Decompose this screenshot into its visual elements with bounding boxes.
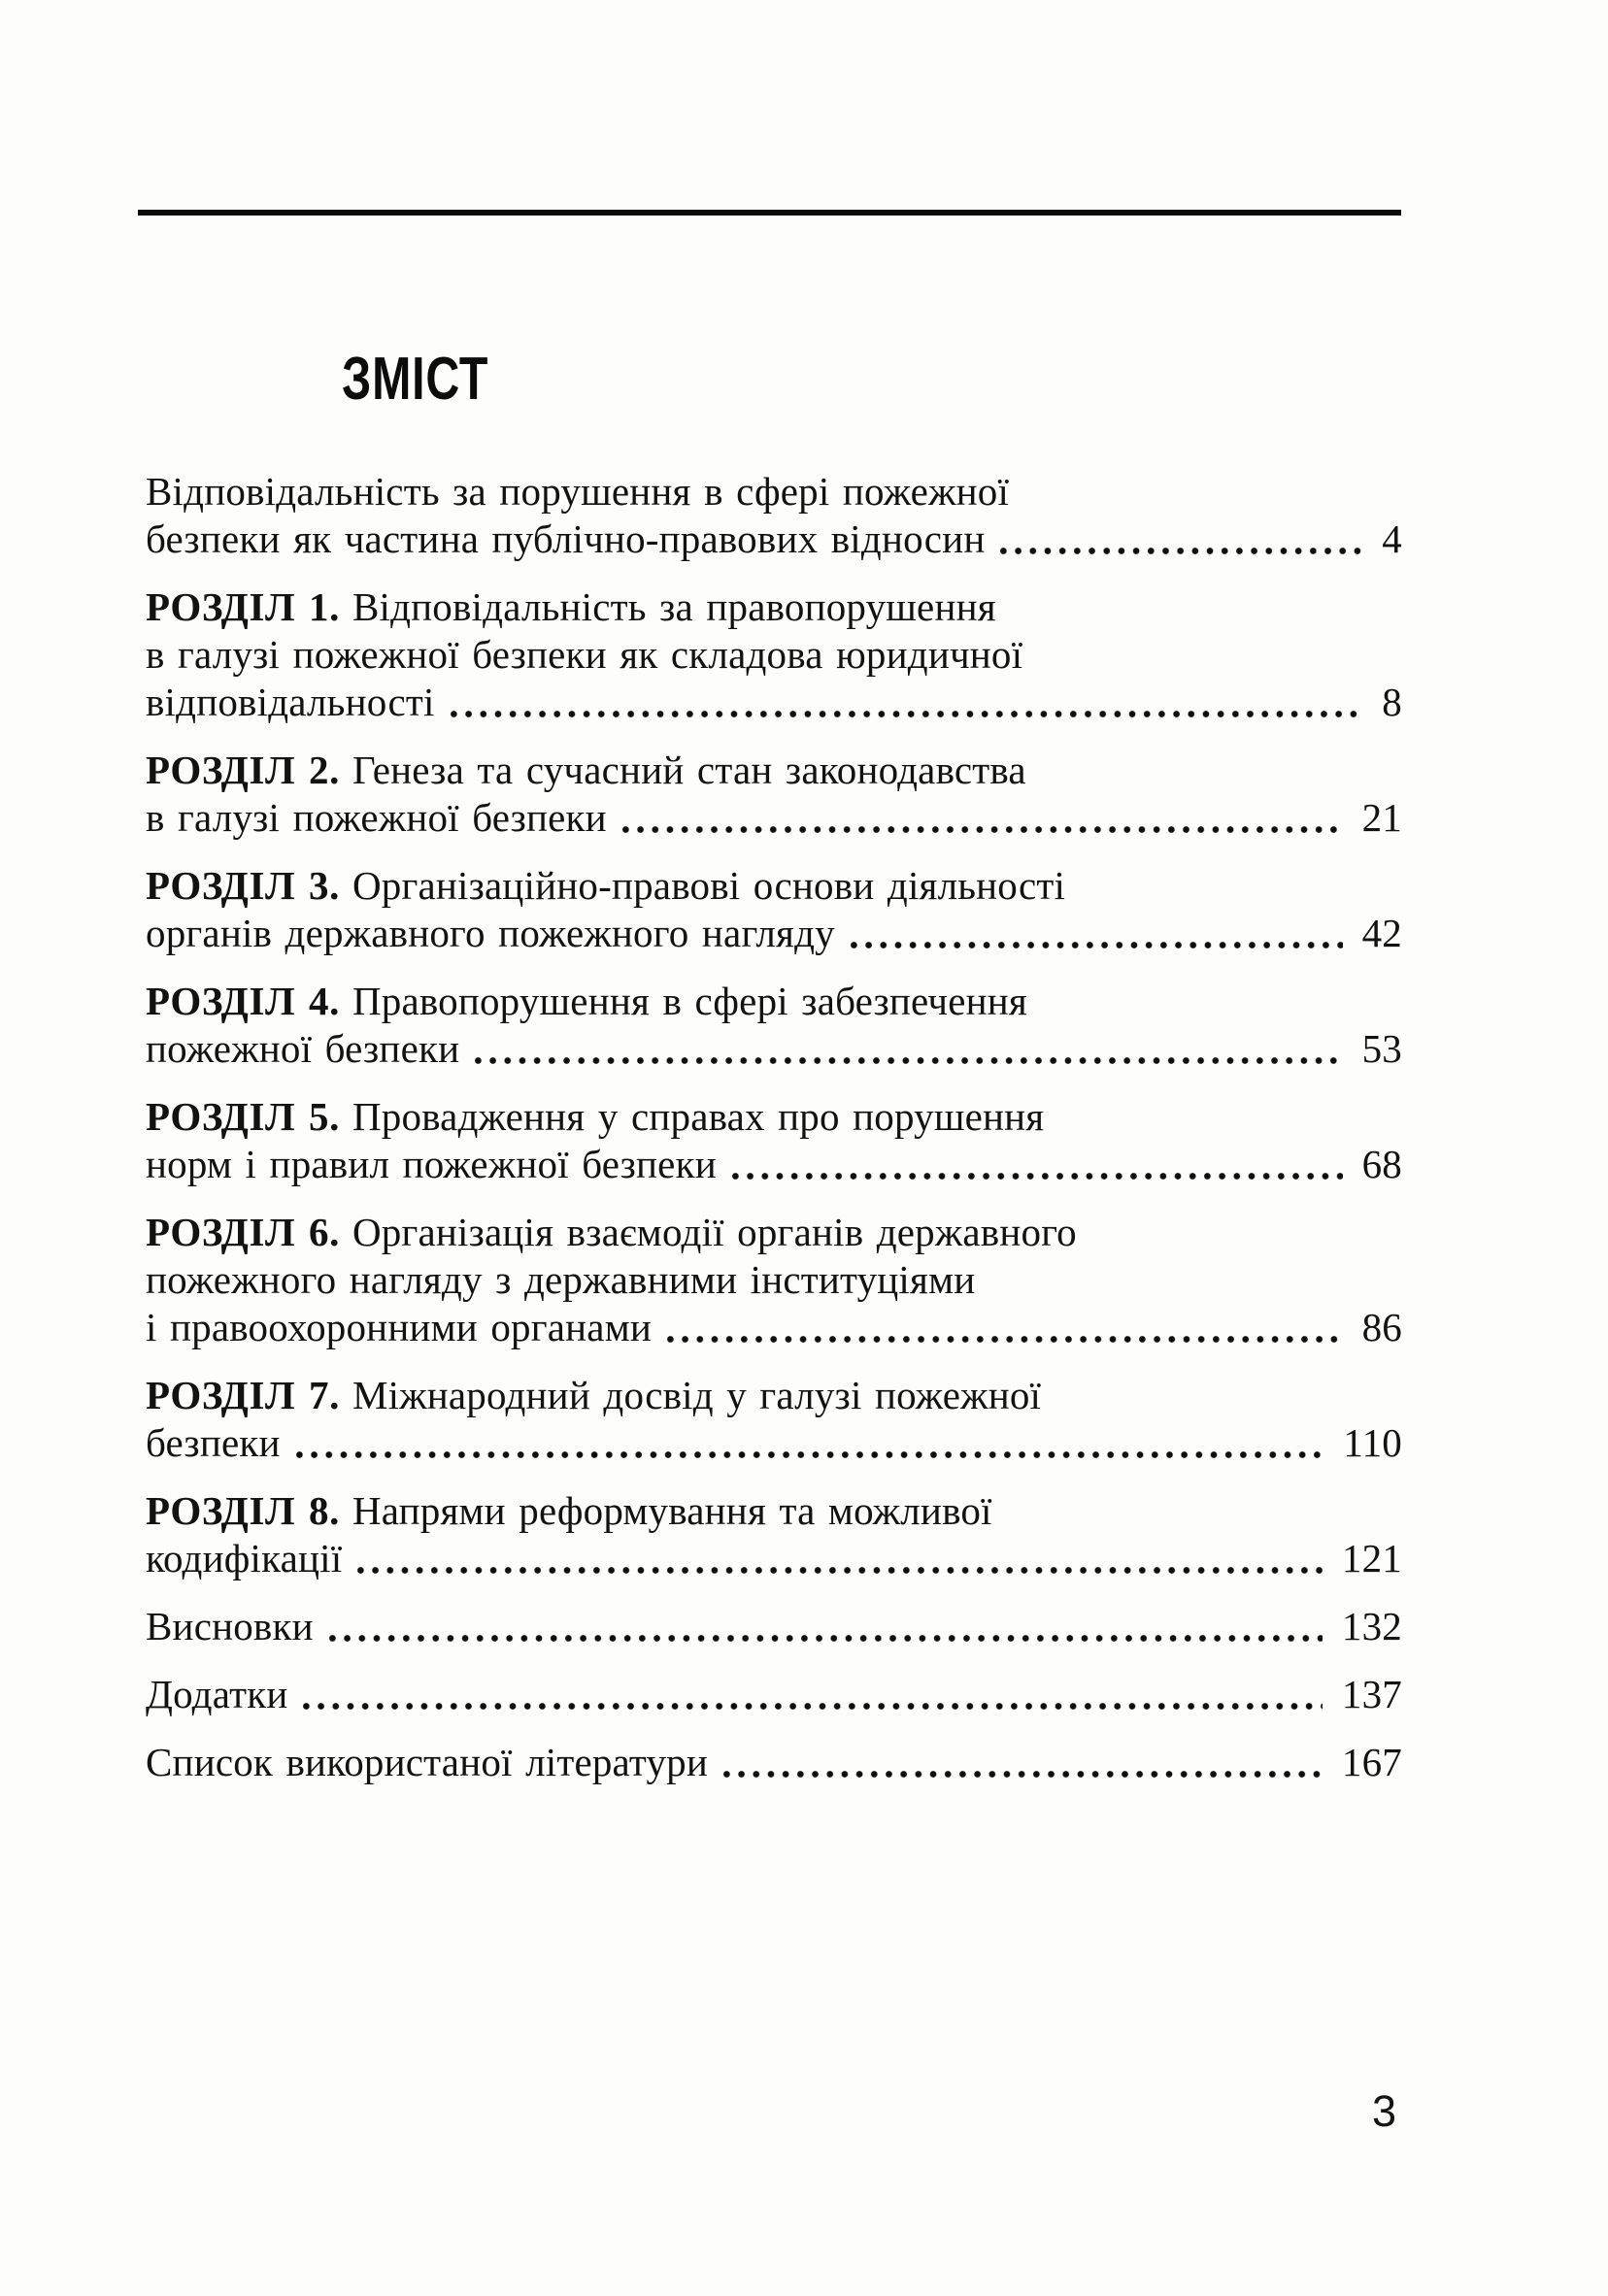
toc-page-number: 137 [1341,1672,1402,1716]
toc-list [146,468,1402,1807]
toc-entry [146,1671,1402,1718]
chapter-label: РОЗДІЛ 2. [146,748,340,792]
toc-entry [146,1372,1402,1467]
toc-entry-line [146,516,1402,563]
toc-entry-text: відповідальності [146,680,435,724]
toc-entry-line [146,1372,1402,1419]
toc-entry-text: Організаційно-правові основи діяльності [352,863,1066,908]
toc-page-number: 110 [1343,1420,1402,1465]
toc-entry-line [146,1209,1402,1256]
toc-entry-text: Висновки [146,1604,314,1648]
dot-leader [849,929,1345,948]
toc-entry-line [146,910,1402,957]
toc-entry-text: Генеза та сучасний стан законодавства [352,748,1026,792]
toc-entry-text: безпеки [146,1420,281,1465]
toc-entry [146,1603,1402,1650]
toc-page-number: 53 [1361,1026,1402,1071]
dot-leader [294,1439,1326,1458]
toc-entry [146,468,1402,563]
toc-entry-text: Правопорушення в сфері забезпечення [352,979,1027,1023]
page-title: ЗМІСТ [342,346,489,413]
dot-leader [449,698,1365,717]
dot-leader [998,535,1364,554]
chapter-label: РОЗДІЛ 6. [146,1210,340,1254]
toc-entry-line [146,1093,1402,1141]
toc-entry [146,1487,1402,1582]
toc-entry-text: в галузі пожежної безпеки як складова юридичної [146,632,1023,677]
dot-leader [327,1622,1324,1642]
toc-entry-line [146,1671,1402,1718]
toc-entry-text: Провадження у справах про порушення [352,1094,1045,1139]
dot-leader [355,1554,1324,1574]
toc-entry-text: органів державного пожежного нагляду [146,911,835,955]
chapter-label: РОЗДІЛ 7. [146,1373,340,1417]
toc-entry-line [146,679,1402,726]
toc-entry-line [146,1535,1402,1582]
toc-page-number: 121 [1341,1536,1402,1581]
toc-entry [146,1093,1402,1188]
toc-entry-text: норм і правил пожежної безпеки [146,1142,717,1186]
toc-entry-text: Організація взаємодії органів державного [352,1210,1077,1254]
toc-entry-text: Список використаної літератури [146,1740,708,1784]
toc-entry-line [146,631,1402,679]
dot-leader [620,814,1345,833]
toc-page-number: 86 [1361,1305,1402,1349]
toc-entry-text: Відповідальність за правопорушення [352,584,996,629]
toc-entry-text: Відповідальність за порушення в сфері пожежної [146,469,1010,514]
dot-leader [730,1160,1345,1180]
toc-entry-text: Напрями реформування та можливої [352,1488,992,1533]
toc-entry-line [146,1025,1402,1073]
footer-page-number: 3 [1372,2086,1397,2136]
toc-entry-line [146,747,1402,794]
toc-entry-line [146,1256,1402,1304]
toc-entry-text: пожежного нагляду з державними інституціями [146,1257,976,1302]
toc-entry-line [146,1487,1402,1535]
toc-page-number: 21 [1361,795,1402,840]
toc-page-number: 68 [1361,1142,1402,1186]
toc-entry-text: Міжнародний досвід у галузі пожежної [352,1373,1042,1417]
toc-entry-line [146,468,1402,516]
toc-entry-line [146,794,1402,842]
toc-entry [146,1209,1402,1351]
toc-page-number: 8 [1382,680,1402,724]
toc-entry-text: і правоохоронними органами [146,1305,652,1349]
toc-page-number: 132 [1341,1604,1402,1648]
toc-entry-text: пожежної безпеки [146,1026,460,1071]
dot-leader [301,1690,1323,1710]
toc-entry-line [146,978,1402,1025]
toc-entry [146,1739,1402,1786]
chapter-label: РОЗДІЛ 1. [146,584,340,629]
toc-page-number: 42 [1361,911,1402,955]
toc-entry [146,583,1402,726]
dot-leader [665,1323,1345,1343]
toc-entry-text: кодифікації [146,1536,343,1581]
dot-leader [721,1758,1324,1778]
toc-page-number: 4 [1382,516,1402,561]
toc-entry [146,747,1402,842]
toc-entry-text: Додатки [146,1672,288,1716]
toc-page-number: 167 [1341,1740,1402,1784]
toc-entry-line [146,1141,1402,1188]
toc-entry-line [146,1419,1402,1467]
toc-entry-line [146,1739,1402,1786]
toc-entry-text: в галузі пожежної безпеки [146,795,607,840]
toc-entry-line [146,862,1402,910]
toc-entry-line [146,1304,1402,1351]
toc-entry-line [146,1603,1402,1650]
toc-entry-line [146,583,1402,631]
header-rule-divider [138,210,1401,216]
toc-entry [146,862,1402,957]
toc-entry [146,978,1402,1073]
chapter-label: РОЗДІЛ 5. [146,1094,340,1139]
chapter-label: РОЗДІЛ 8. [146,1488,340,1533]
dot-leader [473,1045,1344,1064]
chapter-label: РОЗДІЛ 4. [146,979,340,1023]
toc-entry-text: безпеки як частина публічно-правових відносин [146,516,986,561]
chapter-label: РОЗДІЛ 3. [146,863,340,908]
